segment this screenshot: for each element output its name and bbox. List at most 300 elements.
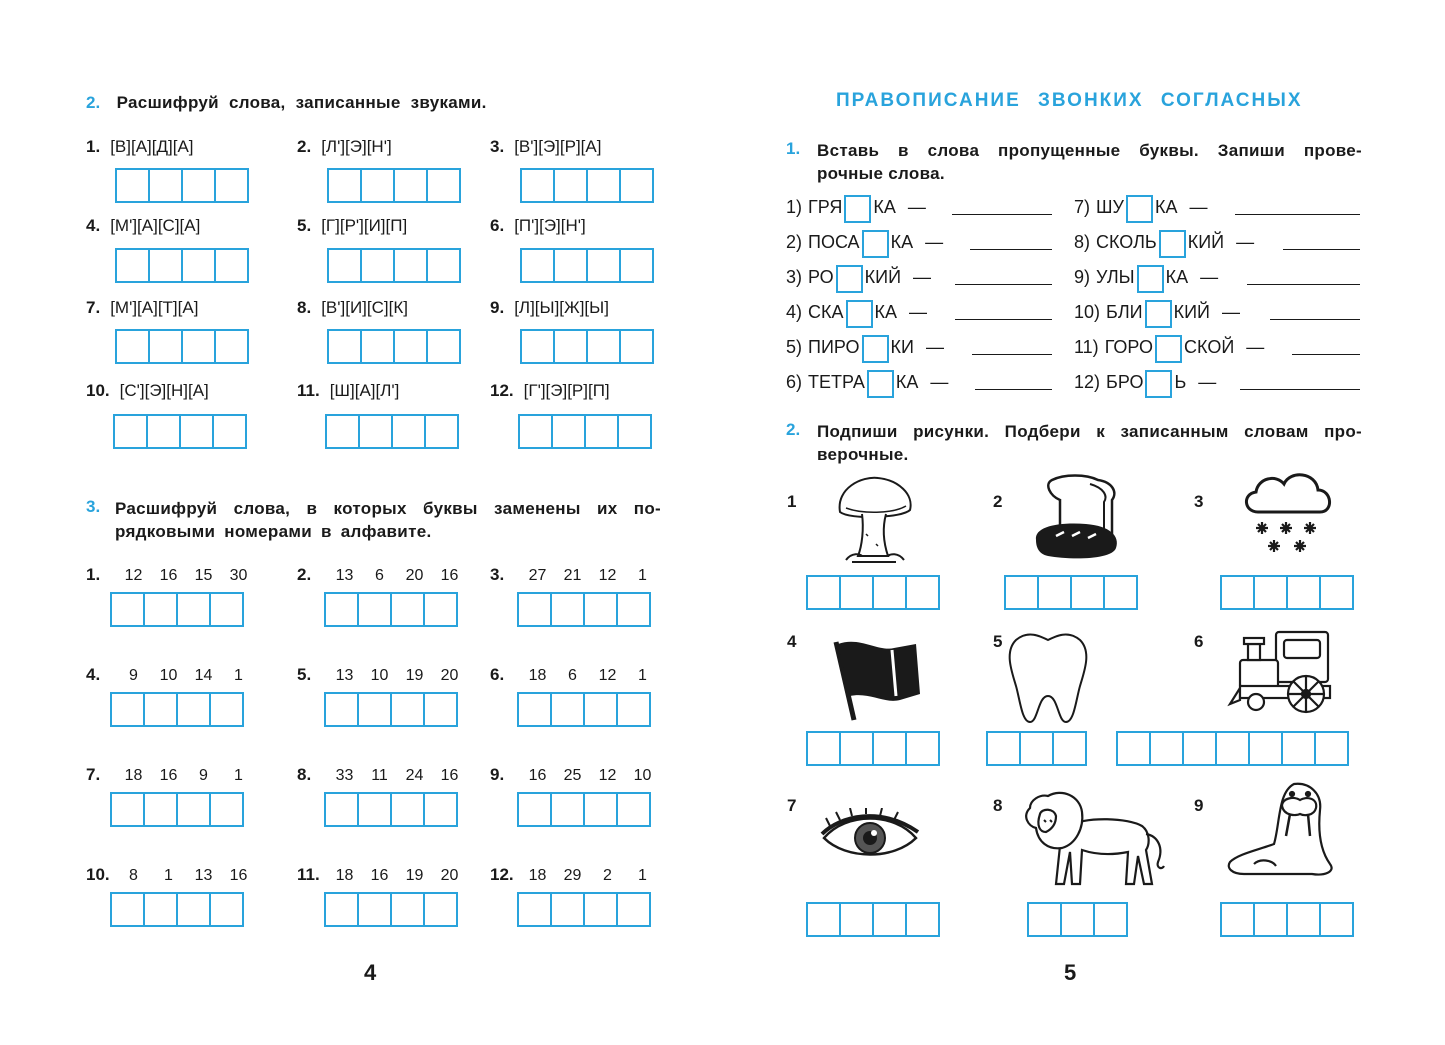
answer-cell[interactable] [115, 168, 150, 203]
answer-cell[interactable] [424, 414, 459, 449]
answer-grid [324, 892, 456, 927]
letter-code: 15 [194, 567, 213, 584]
answer-cell[interactable] [393, 168, 428, 203]
sound-transcription: [М'][А][С][А] [110, 216, 201, 235]
sound-transcription: [П'][Э][Н'] [514, 216, 586, 235]
letter-code: 12 [598, 567, 617, 584]
answer-cell[interactable] [616, 792, 651, 827]
answer-cell[interactable] [115, 248, 150, 283]
answer-cell[interactable] [357, 592, 392, 627]
item-index: 7) [1074, 197, 1091, 218]
letter-code: 9 [129, 667, 138, 684]
answer-cell[interactable] [426, 248, 461, 283]
item-number: 4. [86, 216, 101, 235]
item-number: 8. [297, 298, 312, 317]
answer-cell[interactable] [148, 168, 183, 203]
answer-cell[interactable] [423, 692, 458, 727]
number-item [490, 865, 660, 885]
dash: — [909, 302, 928, 323]
missing-letter-box[interactable] [846, 300, 873, 328]
answer-cell[interactable] [872, 575, 907, 610]
answer-cell[interactable] [391, 414, 426, 449]
answer-cell[interactable] [1004, 575, 1039, 610]
fill-item [786, 265, 931, 293]
answer-grid [110, 592, 242, 627]
item-index: 4) [786, 302, 803, 323]
task-text-line1: Подпиши рисунки. Подбери к записанным словам про- [817, 422, 1362, 441]
answer-cell[interactable] [143, 792, 178, 827]
task2-heading [786, 420, 1362, 466]
answer-cell[interactable] [327, 248, 362, 283]
answer-cell[interactable] [143, 892, 178, 927]
answer-cell[interactable] [517, 592, 552, 627]
answer-cell[interactable] [358, 414, 393, 449]
answer-cell[interactable] [179, 414, 214, 449]
letter-code: 16 [440, 767, 459, 784]
word-start: ТЕТРА [808, 372, 865, 393]
item-index: 11) [1074, 337, 1099, 358]
answer-cell[interactable] [1116, 731, 1151, 766]
answer-cell[interactable] [209, 592, 244, 627]
answer-cell[interactable] [324, 792, 359, 827]
answer-cell[interactable] [586, 329, 621, 364]
letter-code: 19 [405, 667, 424, 684]
answer-cell[interactable] [905, 902, 940, 937]
answer-cell[interactable] [176, 692, 211, 727]
picture-answer-grid [1004, 575, 1136, 610]
task-number: 2. [786, 420, 801, 439]
item-number: 6. [490, 216, 505, 235]
letter-code: 20 [440, 867, 459, 884]
answer-cell[interactable] [214, 329, 249, 364]
answer-cell[interactable] [1027, 902, 1062, 937]
answer-grid [115, 168, 247, 203]
answer-cell[interactable] [1037, 575, 1072, 610]
answer-cell[interactable] [1286, 575, 1321, 610]
answer-grid [520, 248, 652, 283]
task-number: 2. [86, 93, 101, 112]
dash: — [1236, 232, 1255, 253]
answer-cell[interactable] [584, 414, 619, 449]
answer-cell[interactable] [616, 892, 651, 927]
number-item [297, 565, 467, 585]
dash: — [1246, 337, 1265, 358]
item-number: 11. [297, 381, 320, 400]
letter-code: 6 [568, 667, 577, 684]
item-number: 3. [490, 137, 505, 156]
letter-code: 16 [159, 567, 178, 584]
answer-cell[interactable] [520, 329, 555, 364]
task-text-line1: Вставь в слова пропущенные буквы. Запиши прове- [817, 141, 1362, 160]
item-index: 10) [1074, 302, 1101, 323]
answer-cell[interactable] [146, 414, 181, 449]
answer-cell[interactable] [113, 414, 148, 449]
answer-cell[interactable] [181, 329, 216, 364]
word-end: КА [1165, 267, 1189, 288]
answer-cell[interactable] [1103, 575, 1138, 610]
answer-cell[interactable] [1319, 902, 1354, 937]
answer-cell[interactable] [214, 168, 249, 203]
item-number: 2. [297, 565, 312, 584]
answer-cell[interactable] [1182, 731, 1217, 766]
answer-line[interactable] [1247, 284, 1360, 285]
answer-line[interactable] [1292, 354, 1360, 355]
answer-cell[interactable] [212, 414, 247, 449]
answer-grid [518, 414, 650, 449]
answer-cell[interactable] [143, 692, 178, 727]
answer-grid [115, 248, 247, 283]
answer-cell[interactable] [905, 731, 940, 766]
answer-cell[interactable] [390, 792, 425, 827]
answer-cell[interactable] [905, 575, 940, 610]
letter-code: 20 [440, 667, 459, 684]
answer-cell[interactable] [1019, 731, 1054, 766]
answer-line[interactable] [972, 354, 1052, 355]
eye-icon [820, 808, 920, 866]
answer-cell[interactable] [176, 592, 211, 627]
sound-item [297, 298, 408, 318]
answer-grid [324, 592, 456, 627]
answer-cell[interactable] [1149, 731, 1184, 766]
answer-cell[interactable] [324, 592, 359, 627]
sound-transcription: [В'][Э][Р][А] [514, 137, 602, 156]
answer-cell[interactable] [619, 329, 654, 364]
answer-grid [113, 414, 245, 449]
answer-cell[interactable] [1215, 731, 1250, 766]
letter-code: 30 [229, 567, 248, 584]
word-end: КА [874, 302, 898, 323]
answer-cell[interactable] [393, 329, 428, 364]
number-item [490, 665, 660, 685]
answer-cell[interactable] [1052, 731, 1087, 766]
item-number: 5. [297, 216, 312, 235]
word-start: РО [808, 267, 834, 288]
answer-cell[interactable] [357, 892, 392, 927]
letter-code: 16 [229, 867, 248, 884]
letter-code: 18 [528, 867, 547, 884]
answer-cell[interactable] [553, 168, 588, 203]
answer-cell[interactable] [327, 329, 362, 364]
word-end: КИЙ [1173, 302, 1210, 323]
item-number: 11. [297, 865, 320, 884]
sound-transcription: [В][А][Д][А] [110, 137, 194, 156]
answer-line[interactable] [955, 319, 1052, 320]
letter-code: 19 [405, 867, 424, 884]
answer-cell[interactable] [586, 248, 621, 283]
task1-heading [786, 139, 1362, 185]
answer-cell[interactable] [550, 892, 585, 927]
answer-cell[interactable] [214, 248, 249, 283]
answer-cell[interactable] [393, 248, 428, 283]
answer-cell[interactable] [550, 592, 585, 627]
answer-cell[interactable] [357, 692, 392, 727]
answer-cell[interactable] [1253, 902, 1288, 937]
answer-cell[interactable] [583, 692, 618, 727]
fill-item [1074, 370, 1216, 398]
task-text-line2: рядковыми номерами в алфавите. [115, 522, 432, 541]
word-end: КИЙ [1187, 232, 1225, 253]
missing-letter-box[interactable] [836, 265, 863, 293]
letter-code: 1 [234, 767, 243, 784]
fill-item [1074, 265, 1218, 293]
picture-answer-grid [1027, 902, 1126, 937]
answer-cell[interactable] [839, 902, 874, 937]
answer-line[interactable] [1270, 319, 1360, 320]
walrus-icon [1224, 780, 1340, 880]
answer-cell[interactable] [110, 792, 145, 827]
answer-cell[interactable] [209, 792, 244, 827]
answer-cell[interactable] [143, 592, 178, 627]
task-number: 3. [86, 497, 101, 516]
answer-cell[interactable] [1060, 902, 1095, 937]
lion-icon [1018, 786, 1166, 890]
answer-grid [327, 168, 459, 203]
answer-cell[interactable] [550, 792, 585, 827]
answer-cell[interactable] [324, 892, 359, 927]
answer-cell[interactable] [518, 414, 553, 449]
answer-cell[interactable] [1220, 902, 1255, 937]
answer-cell[interactable] [209, 692, 244, 727]
answer-cell[interactable] [551, 414, 586, 449]
answer-cell[interactable] [517, 892, 552, 927]
letter-code: 9 [199, 767, 208, 784]
item-number: 12. [490, 865, 514, 884]
answer-grid [110, 892, 242, 927]
picture-number: 6 [1194, 632, 1204, 651]
sound-item [490, 381, 610, 401]
answer-cell[interactable] [1220, 575, 1255, 610]
fill-item [1074, 335, 1264, 363]
answer-line[interactable] [975, 389, 1052, 390]
task-text: Расшифруй слова, записанные звуками. [116, 93, 487, 112]
answer-cell[interactable] [986, 731, 1021, 766]
answer-cell[interactable] [1093, 902, 1128, 937]
answer-cell[interactable] [583, 892, 618, 927]
word-end: КИ [890, 337, 914, 358]
answer-cell[interactable] [806, 902, 841, 937]
word-end: КА [873, 197, 896, 218]
answer-grid [324, 692, 456, 727]
answer-cell[interactable] [1286, 902, 1321, 937]
letter-code: 14 [194, 667, 213, 684]
answer-cell[interactable] [616, 592, 651, 627]
item-index: 12) [1074, 372, 1101, 393]
picture-answer-grid [1220, 575, 1352, 610]
answer-cell[interactable] [583, 792, 618, 827]
number-item [86, 665, 256, 685]
word-start: БЛИ [1106, 302, 1143, 323]
answer-cell[interactable] [357, 792, 392, 827]
answer-cell[interactable] [148, 248, 183, 283]
dash: — [930, 372, 949, 393]
letter-code: 12 [598, 667, 617, 684]
item-number: 7. [86, 298, 101, 317]
dash: — [907, 197, 926, 218]
sound-item [297, 216, 407, 236]
number-item [86, 765, 256, 785]
letter-code: 24 [405, 767, 424, 784]
answer-cell[interactable] [617, 414, 652, 449]
answer-cell[interactable] [517, 692, 552, 727]
missing-letter-box[interactable] [1137, 265, 1164, 293]
word-start: УЛЫ [1096, 267, 1135, 288]
letter-code: 2 [603, 867, 612, 884]
answer-cell[interactable] [423, 892, 458, 927]
answer-line[interactable] [955, 284, 1052, 285]
answer-line[interactable] [970, 249, 1052, 250]
word-start: СКОЛЬ [1096, 232, 1157, 253]
picture-answer-grid [806, 902, 938, 937]
answer-line[interactable] [1235, 214, 1360, 215]
answer-cell[interactable] [209, 892, 244, 927]
answer-cell[interactable] [360, 248, 395, 283]
fill-item [786, 230, 943, 258]
answer-cell[interactable] [390, 592, 425, 627]
answer-cell[interactable] [1319, 575, 1354, 610]
answer-cell[interactable] [115, 329, 150, 364]
answer-cell[interactable] [390, 892, 425, 927]
item-number: 9. [490, 765, 505, 784]
answer-grid [520, 168, 652, 203]
answer-line[interactable] [1283, 249, 1360, 250]
answer-cell[interactable] [148, 329, 183, 364]
answer-cell[interactable] [619, 248, 654, 283]
answer-cell[interactable] [586, 168, 621, 203]
fill-item [786, 370, 948, 398]
answer-cell[interactable] [520, 168, 555, 203]
missing-letter-box[interactable] [867, 370, 894, 398]
item-number: 12. [490, 381, 514, 400]
answer-grid [327, 248, 459, 283]
letter-code: 16 [370, 867, 389, 884]
flag-icon [830, 634, 922, 722]
answer-cell[interactable] [1281, 731, 1316, 766]
letter-code: 33 [335, 767, 354, 784]
answer-cell[interactable] [110, 692, 145, 727]
missing-letter-box[interactable] [1145, 300, 1172, 328]
word-end: КИЙ [864, 267, 902, 288]
word-start: БРО [1106, 372, 1144, 393]
answer-cell[interactable] [619, 168, 654, 203]
letter-code: 20 [405, 567, 424, 584]
answer-cell[interactable] [426, 329, 461, 364]
missing-letter-box[interactable] [1155, 335, 1182, 363]
answer-cell[interactable] [583, 592, 618, 627]
answer-cell[interactable] [423, 792, 458, 827]
item-number: 10. [86, 381, 110, 400]
missing-letter-box[interactable] [1126, 195, 1153, 223]
picture-answer-grid [806, 575, 938, 610]
answer-cell[interactable] [1248, 731, 1283, 766]
number-item [490, 565, 660, 585]
missing-letter-box[interactable] [1159, 230, 1186, 258]
answer-grid [324, 792, 456, 827]
answer-cell[interactable] [517, 792, 552, 827]
letter-code: 21 [563, 567, 582, 584]
letter-code: 12 [124, 567, 143, 584]
picture-number: 1 [787, 492, 797, 511]
answer-cell[interactable] [176, 892, 211, 927]
answer-cell[interactable] [553, 248, 588, 283]
answer-cell[interactable] [520, 248, 555, 283]
answer-cell[interactable] [550, 692, 585, 727]
answer-cell[interactable] [181, 248, 216, 283]
answer-cell[interactable] [176, 792, 211, 827]
answer-cell[interactable] [181, 168, 216, 203]
answer-cell[interactable] [426, 168, 461, 203]
answer-cell[interactable] [872, 902, 907, 937]
sound-transcription: [Г'][Э][Р][П] [523, 381, 610, 400]
answer-cell[interactable] [390, 692, 425, 727]
fill-item [1074, 195, 1207, 223]
picture-number: 4 [787, 632, 797, 651]
answer-cell[interactable] [839, 731, 874, 766]
word-end: КА [895, 372, 919, 393]
sound-transcription: [В'][И][С][К] [321, 298, 408, 317]
answer-cell[interactable] [423, 592, 458, 627]
word-start: ПОСА [808, 232, 860, 253]
answer-cell[interactable] [325, 414, 360, 449]
sound-transcription: [С'][Э][Н][А] [119, 381, 209, 400]
sound-item [490, 216, 586, 236]
picture-answer-grid [1116, 731, 1347, 766]
answer-cell[interactable] [806, 575, 841, 610]
item-number: 4. [86, 665, 101, 684]
missing-letter-box[interactable] [862, 335, 889, 363]
item-number: 1. [86, 565, 101, 584]
sound-item [297, 381, 399, 401]
answer-cell[interactable] [110, 592, 145, 627]
letter-code: 10 [633, 767, 652, 784]
item-index: 9) [1074, 267, 1091, 288]
word-end: КА [890, 232, 914, 253]
missing-letter-box[interactable] [844, 195, 871, 223]
answer-grid [325, 414, 457, 449]
picture-number: 3 [1194, 492, 1204, 511]
item-index: 8) [1074, 232, 1091, 253]
fill-item [1074, 230, 1254, 258]
answer-cell[interactable] [1070, 575, 1105, 610]
answer-cell[interactable] [1253, 575, 1288, 610]
sound-transcription: [Ш][А][Л'] [329, 381, 400, 400]
letter-code: 13 [335, 667, 354, 684]
answer-cell[interactable] [360, 168, 395, 203]
answer-cell[interactable] [110, 892, 145, 927]
fill-item [786, 300, 927, 328]
answer-cell[interactable] [872, 731, 907, 766]
missing-letter-box[interactable] [862, 230, 889, 258]
answer-cell[interactable] [806, 731, 841, 766]
page-number: 4 [364, 960, 377, 985]
number-item [86, 565, 256, 585]
answer-cell[interactable] [553, 329, 588, 364]
answer-grid [517, 792, 649, 827]
locomotive-icon [1226, 626, 1336, 716]
answer-cell[interactable] [616, 692, 651, 727]
letter-code: 1 [164, 867, 173, 884]
number-item [297, 765, 467, 785]
item-number: 2. [297, 137, 312, 156]
answer-line[interactable] [1240, 389, 1360, 390]
missing-letter-box[interactable] [1145, 370, 1172, 398]
answer-cell[interactable] [1314, 731, 1349, 766]
answer-line[interactable] [952, 214, 1052, 215]
answer-cell[interactable] [324, 692, 359, 727]
answer-cell[interactable] [839, 575, 874, 610]
answer-cell[interactable] [360, 329, 395, 364]
letter-code: 1 [638, 867, 647, 884]
answer-cell[interactable] [327, 168, 362, 203]
